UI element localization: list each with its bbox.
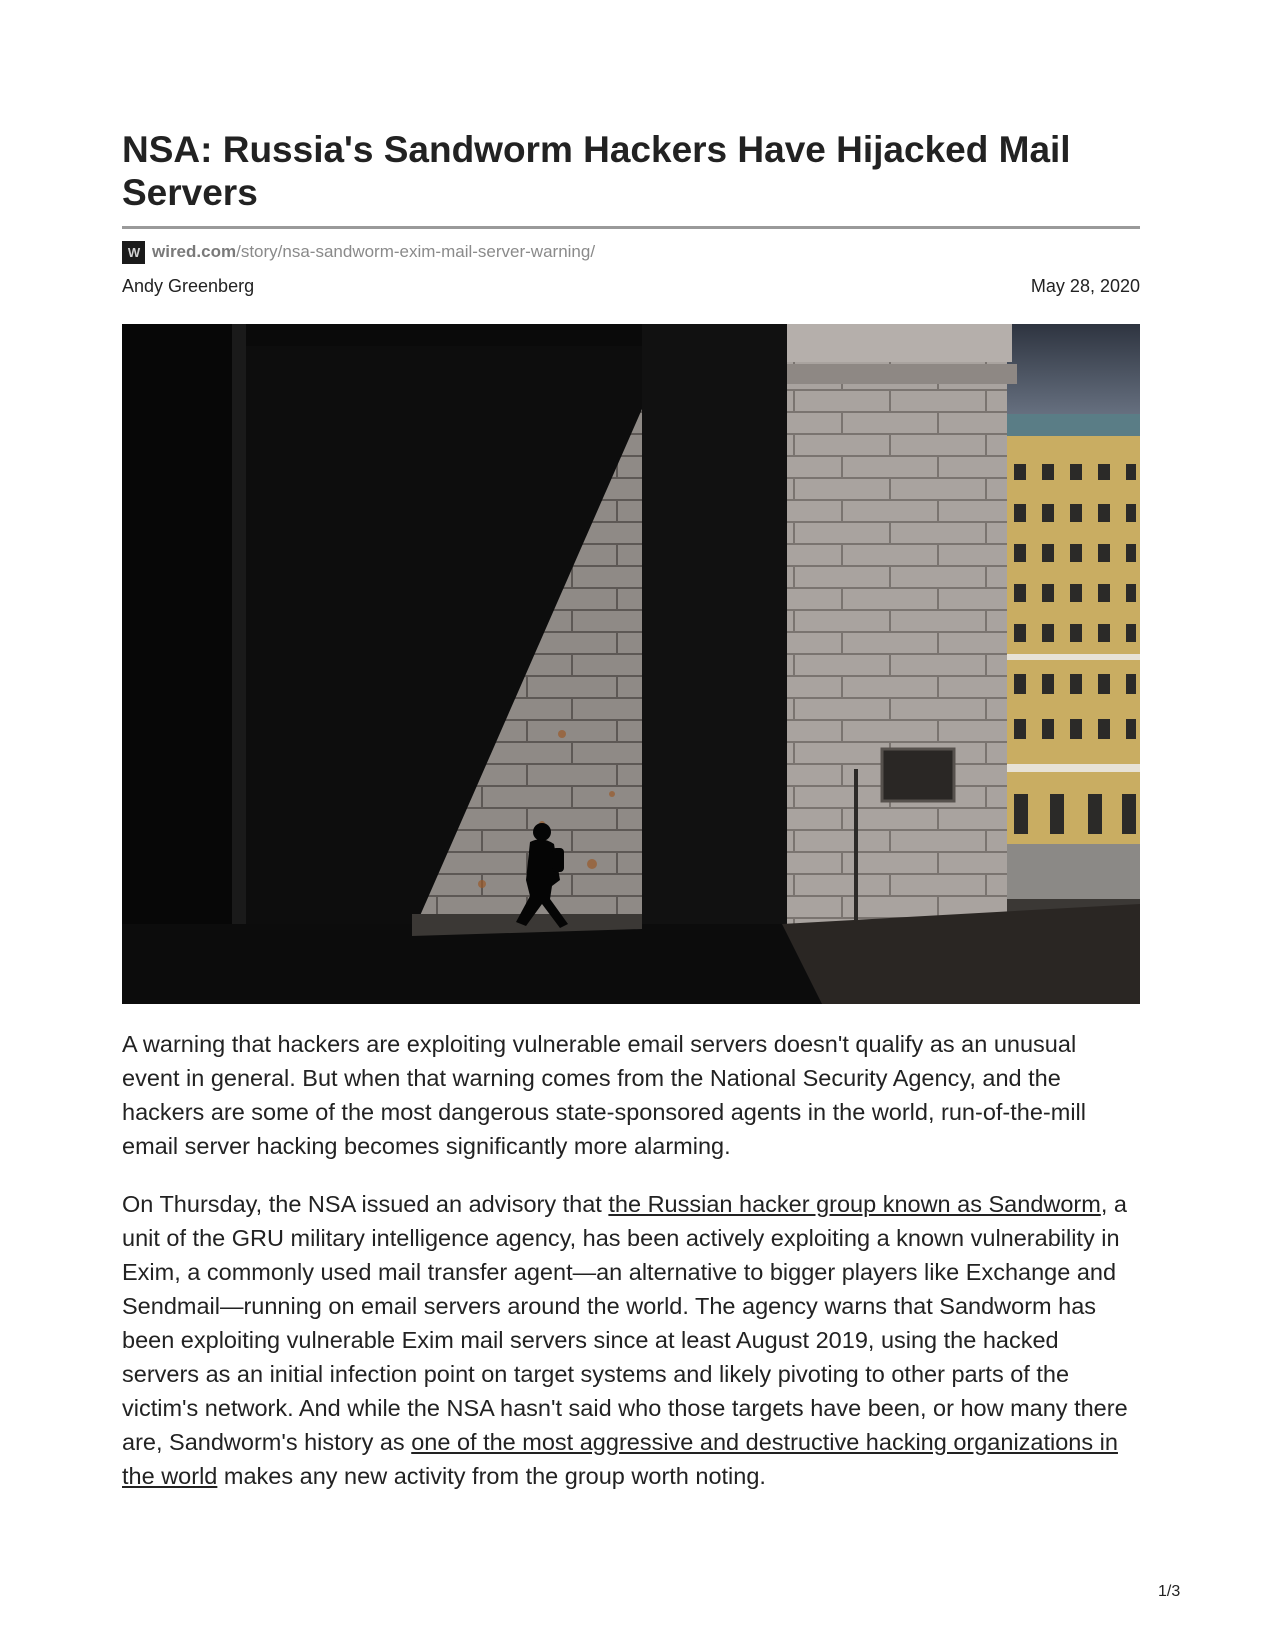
hero-photo xyxy=(122,324,1140,1004)
hero-photo-illustration xyxy=(122,324,1140,1004)
paragraph-1: A warning that hackers are exploiting vulnerable email servers doesn't qualify as an unusual event in general. But when that warning comes from the National Security Agency, and the hackers are some of the most dangerous state-sponsored agents in the world, run-of-the-mill email server hacking becomes significantly more alarming. xyxy=(122,1031,1086,1159)
paragraph-2-text-b: , a unit of the GRU military intelligence agency, has been actively exploiting a known vulnerability in Exim, a commonly used mail transfer agent—an alternative to bigger players like Exchange and Sendmail—running on email servers around the world. The agency warns that Sandworm has been exploiting vulnerable Exim mail servers since at least August 2019, using the hacked servers as an initial infection point on target systems and likely pivoting to other parts of the victim's network. And while the NSA hasn't said who those targets have been, or how many there are, Sandworm's history as xyxy=(122,1191,1128,1455)
article-title: NSA: Russia's Sandworm Hackers Have Hijacked Mail Servers xyxy=(122,129,1071,213)
author-name: Andy Greenberg xyxy=(122,276,255,296)
paragraph-2-text-a: On Thursday, the NSA issued an advisory that xyxy=(122,1191,609,1217)
paragraph-2 xyxy=(122,1187,1140,1493)
byline xyxy=(122,276,1140,297)
title-divider xyxy=(122,226,1140,229)
sandworm-link[interactable]: the Russian hacker group known as Sandworm xyxy=(608,1191,1101,1217)
page-number: 1/3 xyxy=(1158,1583,1181,1600)
article-body xyxy=(122,1027,1140,1517)
paragraph-2-text-c: makes any new activity from the group worth noting. xyxy=(217,1463,766,1489)
destructive-hacking-link[interactable]: one of the most aggressive and destructive hacking organizations in the world xyxy=(122,1429,1118,1489)
source-line xyxy=(122,240,595,264)
source-domain: wired.com xyxy=(152,242,237,261)
wired-favicon-icon: W xyxy=(122,241,145,264)
source-path: /story/nsa-sandworm-exim-mail-server-warning/ xyxy=(236,242,596,261)
publish-date: May 28, 2020 xyxy=(1030,276,1140,296)
